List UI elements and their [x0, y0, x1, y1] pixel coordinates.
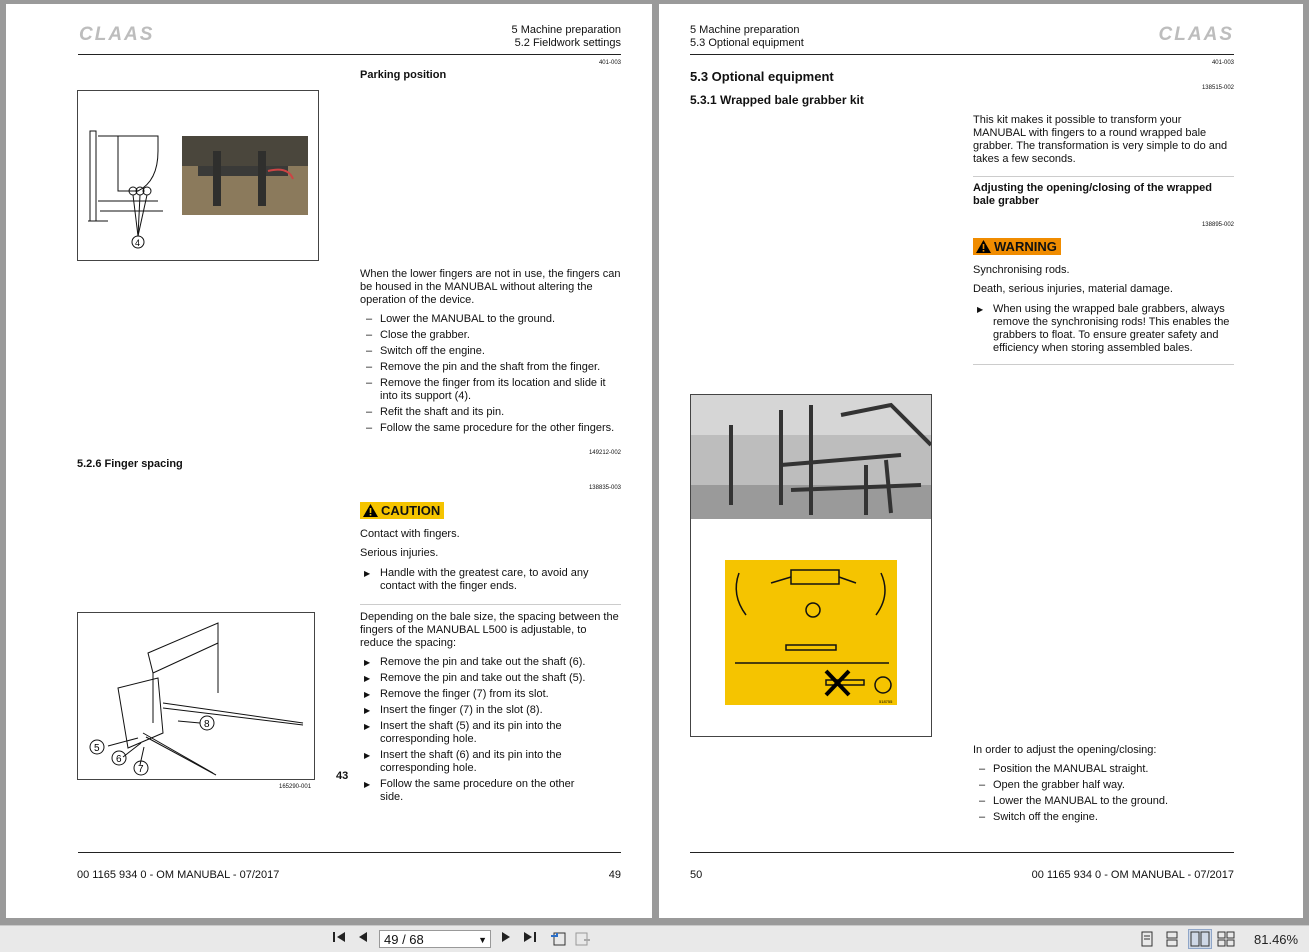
header-chapter: 5 Machine preparation: [511, 24, 621, 36]
header-section: 5.2 Fieldwork settings: [514, 37, 621, 49]
list-item: ▶ Remove the pin and take out the shaft (6).: [360, 656, 600, 669]
caution-actions: [360, 567, 610, 593]
list-item: – Close the grabber.: [360, 329, 620, 342]
facing-continuous-view-button[interactable]: [1217, 931, 1235, 950]
first-page-button[interactable]: [332, 930, 346, 947]
safety-sticker: [725, 560, 897, 705]
callout-7: 7: [138, 764, 144, 775]
doc-ref: 138515-002: [1201, 85, 1234, 91]
chevron-down-icon[interactable]: ▼: [478, 935, 487, 945]
footer-doc: 00 1165 934 0 - OM MANUBAL - 07/2017: [77, 869, 280, 881]
go-back-icon: [549, 930, 567, 946]
first-page-icon: [332, 930, 346, 944]
next-page-icon: [500, 930, 512, 944]
header-rule: [690, 54, 1234, 55]
list-item: – Remove the finger from its location and slide it into its support (4).: [360, 377, 620, 403]
finger-spacing-illustration: [78, 613, 314, 779]
go-forward-icon: [574, 930, 592, 946]
warning-triangle-icon: [975, 239, 992, 254]
section-title: 5.3 Optional equipment: [690, 69, 834, 84]
previous-page-button[interactable]: [357, 930, 369, 947]
page-header: [690, 24, 804, 50]
page-number: 49: [608, 869, 621, 881]
footer-doc: 00 1165 934 0 - OM MANUBAL - 07/2017: [1031, 869, 1234, 881]
subsection-heading: 5.2.6 Finger spacing: [77, 458, 183, 470]
divider: [973, 176, 1234, 177]
list-item: – Switch off the engine.: [360, 345, 620, 358]
doc-ref: 401-003: [1211, 60, 1234, 66]
list-item: ▶ Insert the shaft (6) and its pin into the corresponding hole.: [360, 749, 600, 775]
header-section: 5.3 Optional equipment: [690, 37, 804, 49]
sticker-ref: 518755: [879, 699, 893, 704]
warning-sign: [973, 238, 1061, 259]
divider: [360, 604, 621, 605]
subsection-title: 5.3.1 Wrapped bale grabber kit: [690, 93, 864, 107]
list-item: – Lower the MANUBAL to the ground.: [360, 313, 620, 326]
spacing-intro: Depending on the bale size, the spacing between the fingers of the MANUBAL L500 is adjustable, to reduce the spacing:: [360, 611, 619, 649]
list-item: ▶ Remove the pin and take out the shaft (5).: [360, 672, 600, 685]
header-rule: [78, 54, 621, 55]
page-number-input[interactable]: [379, 930, 491, 948]
warning-result: Death, serious injuries, material damage.: [973, 283, 1173, 295]
callout-4: 4: [135, 238, 141, 248]
next-page-button[interactable]: [500, 930, 512, 947]
figure-ref: 165290-001: [279, 784, 312, 790]
list-item: – Follow the same procedure for the other fingers.: [360, 422, 620, 435]
list-item: – Open the grabber half way.: [973, 779, 1233, 792]
go-back-button[interactable]: [549, 930, 567, 949]
parking-figure: [77, 90, 319, 261]
bale-grabber-figure: [690, 394, 932, 737]
zoom-level[interactable]: 81.46%: [1254, 932, 1299, 947]
list-item: – Refit the shaft and its pin.: [360, 406, 620, 419]
list-item: – Position the MANUBAL straight.: [973, 763, 1233, 776]
page-header: [512, 24, 621, 50]
single-page-view-button[interactable]: [1140, 931, 1154, 950]
continuous-view-button[interactable]: [1165, 931, 1179, 950]
list-item: ▶ Remove the finger (7) from its slot.: [360, 688, 600, 701]
caution-result: Serious injuries.: [360, 547, 439, 559]
list-item: ▶ Insert the shaft (5) and its pin into the corresponding hole.: [360, 720, 600, 746]
claas-logo: CLAAS: [1158, 24, 1234, 45]
adjust-intro: In order to adjust the opening/closing:: [973, 744, 1157, 756]
doc-ref: 138895-002: [1201, 222, 1234, 228]
page-indicator: 49 / 68: [384, 932, 424, 947]
caution-hazard: Contact with fingers.: [360, 528, 460, 540]
viewer-toolbar: [0, 925, 1309, 952]
warning-triangle-icon: [362, 503, 379, 518]
callout-5: 5: [94, 743, 100, 754]
warning-actions: [973, 303, 1233, 355]
bale-grabber-illustration: [691, 395, 931, 736]
list-item: ▶ When using the wrapped bale grabbers, always remove the synchronising rods! This enables the grabbers to float. To ensure greater safety and efficiency when storing assembled bales.: [973, 303, 1233, 355]
list-item: – Switch off the engine.: [973, 811, 1233, 824]
footer-rule: [78, 852, 621, 853]
finger-spacing-figure: [77, 612, 315, 780]
doc-ref: 401-003: [598, 60, 621, 66]
left-page: [6, 4, 652, 918]
facing-pages-icon: [1190, 931, 1210, 947]
footer-rule: [690, 852, 1234, 853]
adjust-steps: [973, 763, 1233, 824]
section-heading: Parking position: [360, 69, 447, 81]
parking-steps: [360, 313, 620, 435]
single-page-icon: [1140, 931, 1154, 947]
continuous-page-icon: [1165, 931, 1179, 947]
margin-number: 43: [336, 770, 349, 782]
kit-intro: This kit makes it possible to transform your MANUBAL with fingers to a round wrapped bale grabber. The transformation is very simple to do and takes a few seconds.: [973, 114, 1228, 165]
list-item: – Remove the pin and the shaft from the finger.: [360, 361, 620, 374]
parking-illustration: [78, 91, 318, 260]
header-chapter: 5 Machine preparation: [690, 24, 800, 36]
right-page: [659, 4, 1303, 918]
facing-continuous-icon: [1217, 931, 1235, 947]
previous-page-icon: [357, 930, 369, 944]
divider: [973, 364, 1234, 365]
caution-label: CAUTION: [381, 503, 441, 518]
facing-view-button[interactable]: [1188, 929, 1212, 949]
last-page-icon: [523, 930, 537, 944]
doc-ref: 138835-003: [588, 485, 621, 491]
doc-ref: 149212-002: [588, 450, 621, 456]
list-item: ▶ Handle with the greatest care, to avoid any contact with the finger ends.: [360, 567, 610, 593]
adjust-heading: Adjusting the opening/closing of the wrapped bale grabber: [973, 182, 1212, 207]
list-item: ▶ Follow the same procedure on the other side.: [360, 778, 600, 804]
callout-8: 8: [204, 719, 210, 730]
warning-label: WARNING: [994, 239, 1057, 254]
caution-sign: [360, 502, 444, 523]
list-item: – Lower the MANUBAL to the ground.: [973, 795, 1233, 808]
page-number: 50: [690, 869, 703, 881]
claas-logo: CLAAS: [79, 24, 155, 45]
last-page-button[interactable]: [523, 930, 537, 947]
warning-hazard: Synchronising rods.: [973, 264, 1070, 276]
list-item: ▶ Insert the finger (7) in the slot (8).: [360, 704, 600, 717]
go-forward-button[interactable]: [574, 930, 592, 949]
callout-6: 6: [116, 754, 122, 765]
spacing-steps: [360, 656, 600, 804]
parking-intro: When the lower fingers are not in use, the fingers can be housed in the MANUBAL without altering the operation of the device.: [360, 268, 621, 306]
